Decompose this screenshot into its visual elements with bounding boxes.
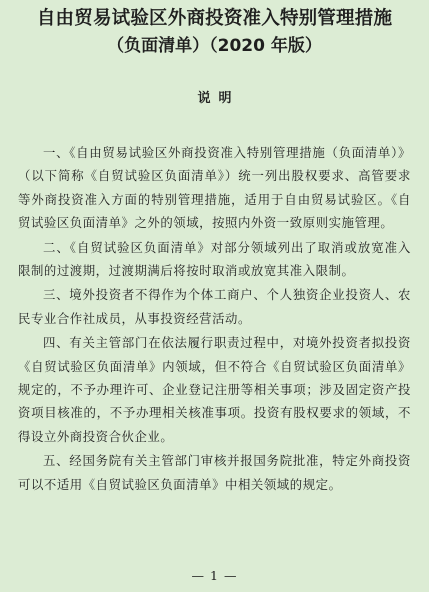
page-number: — 1 — <box>191 568 238 583</box>
paragraph-2: 二、《自贸试验区负面清单》对部分领域列出了取消或放宽准入限制的过渡期，过渡期满后将按时取消或放宽其准入限制。 <box>18 239 411 279</box>
paragraph-3: 三、境外投资者不得作为个体工商户、个人独资企业投资人、农民专业合作社成员，从事投资经营活动。 <box>18 287 411 326</box>
document-title: 自由贸易试验区外商投资准入特别管理措施 <box>36 8 393 29</box>
paragraph-4: 四、有关主管部门在依法履行职责过程中，对境外投资者拟投资《自贸试验区负面清单》内领域，但不符合《自贸试验区负面清单》规定的，不予办理许可、企业登记注册等相关事项；涉及固定资产投资项目核准的，不予办理相关核准事项。投资有股权要求的领域，不得设立外商投资合伙企业。 <box>18 335 411 444</box>
paragraph-5: 五、经国务院有关主管部门审核并报国务院批准，特定外商投资可以不适用《自贸试验区负面清单》中相关领域的规定。 <box>18 453 411 492</box>
paragraph-1: 一、《自由贸易试验区外商投资准入特别管理措施（负面清单）》（以下简称《自贸试验区负面清单》）统一列出股权要求、高管要求等外商投资准入方面的特别管理措施，适用于自由贸易试验区。《自贸试验区负面清单》之外的领域，按照内外资一致原则实施管理。 <box>18 145 411 231</box>
section-heading: 说明 <box>197 91 240 106</box>
document-subtitle: （负面清单）（2020 年版） <box>107 36 322 56</box>
document-body <box>18 141 411 497</box>
